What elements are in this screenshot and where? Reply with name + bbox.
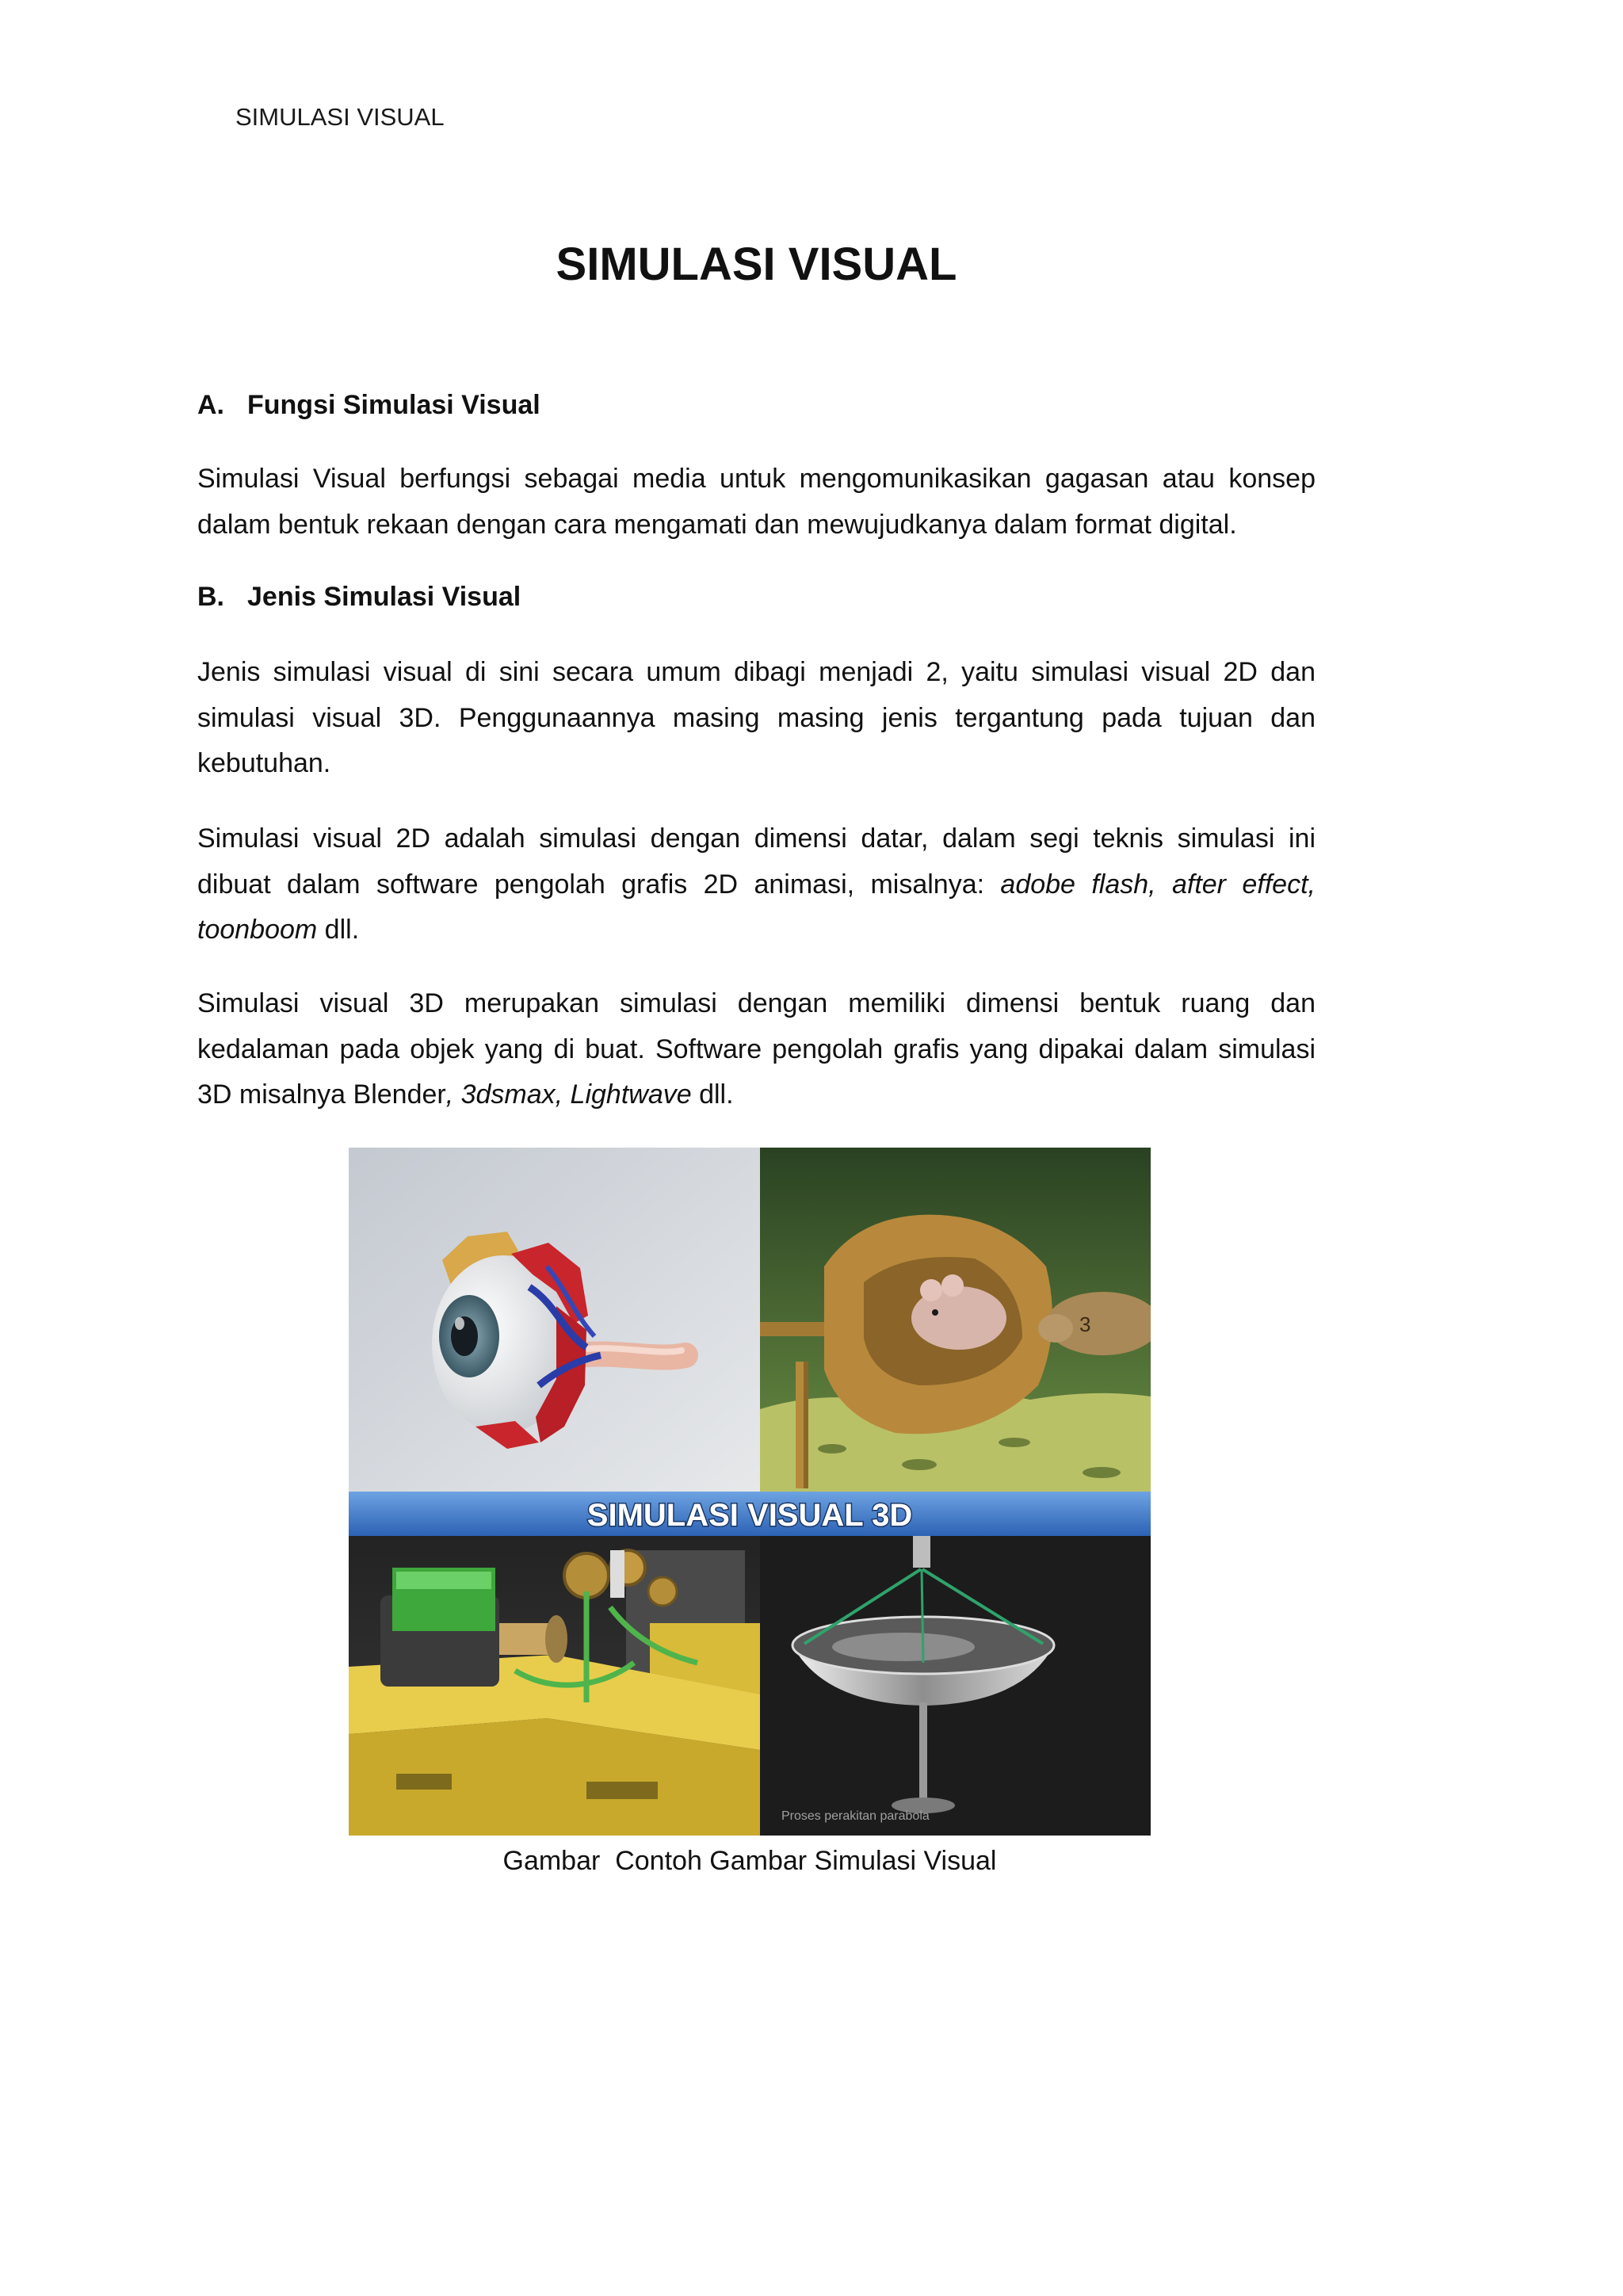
- section-a-title: Fungsi Simulasi Visual: [247, 390, 540, 420]
- banner-text: SIMULASI VISUAL 3D: [586, 1498, 913, 1533]
- grass-tuft-3: [999, 1438, 1030, 1447]
- section-a-heading: [197, 383, 1316, 429]
- grass-tuft-1: [818, 1444, 846, 1454]
- paragraph-3-ending: dll.: [691, 1079, 734, 1110]
- section-a-marker: A.: [197, 390, 224, 420]
- document-body: [197, 383, 1316, 1878]
- figure-caption: Gambar Contoh Gambar Simulasi Visual: [502, 1846, 997, 1876]
- paragraph-2-ending: dll.: [317, 915, 360, 945]
- deck-slot-1: [396, 1774, 452, 1790]
- section-b-heading: [197, 575, 1316, 621]
- motor-green-highlight: [396, 1572, 491, 1589]
- gear-3: [648, 1577, 677, 1606]
- dish-panel-label: Proses perakitan parabola: [781, 1809, 930, 1823]
- dish-inner-shine: [832, 1633, 975, 1661]
- shaft-coupling: [545, 1615, 567, 1663]
- optic-nerve-highlight: [586, 1348, 682, 1352]
- section-b-title: Jenis Simulasi Visual: [247, 582, 521, 612]
- second-animal-head: [1038, 1314, 1073, 1343]
- section-a-paragraph: Simulasi Visual berfungsi sebagai media untuk mengomunikasikan gagasan atau konsep dalam bentuk rekaan dengan cara mengamati dan mewujudkanya dalam format digital.: [197, 464, 1316, 540]
- paragraph-2-text: Simulasi visual 2D adalah simulasi dengan dimensi datar, dalam segi teknis simulasi ini dibuat dalam software pengolah grafis 2D animasi, misalnya:: [197, 823, 1316, 900]
- paragraph-3-software-list: , 3dsmax, Lightwave: [445, 1079, 692, 1110]
- page-title: SIMULASI VISUAL: [556, 239, 957, 290]
- white-cylinder: [610, 1550, 624, 1598]
- grass-tuft-2: [902, 1459, 937, 1470]
- section-b-paragraph-2: [197, 816, 1316, 953]
- eye-highlight: [455, 1317, 464, 1330]
- wooden-stick: [760, 1322, 827, 1336]
- mouse-ear-right: [941, 1274, 964, 1297]
- eye-pupil: [451, 1316, 478, 1356]
- dish-guy-line-center: [922, 1569, 923, 1663]
- deck-slot-2: [586, 1782, 658, 1799]
- mouse-ear-left: [920, 1279, 942, 1301]
- section-b-paragraph-3: [197, 981, 1316, 1118]
- section-b-paragraph-1: Jenis simulasi visual di sini secara umum dibagi menjadi 2, yaitu simulasi visual 2D dan simulasi visual 3D. Penggunaannya masing masing jenis tergantung pada tujuan dan kebutuhan.: [197, 657, 1316, 778]
- model-number-label: 3: [1079, 1312, 1091, 1336]
- grass-tuft-4: [1083, 1467, 1121, 1478]
- figure: [349, 1148, 1151, 1878]
- wooden-pole-shade: [804, 1362, 808, 1488]
- dish-antenna: [913, 1536, 930, 1568]
- paragraph-2-software-list: adobe flash, after effect, toonboom: [197, 869, 1316, 945]
- gear-1: [564, 1553, 609, 1598]
- mouse-eye: [932, 1309, 938, 1316]
- paragraph-3-text: Simulasi visual 3D merupakan simulasi dengan memiliki dimensi bentuk ruang dan kedalaman pada objek yang di buat. Software pengolah grafis yang dipakai dalam simulasi 3D misalnya Blender: [197, 988, 1316, 1110]
- simulation-collage-image: [349, 1148, 1151, 1836]
- running-header: SIMULASI VISUAL: [235, 103, 445, 131]
- dish-stand: [919, 1702, 927, 1801]
- section-b-marker: B.: [197, 582, 224, 612]
